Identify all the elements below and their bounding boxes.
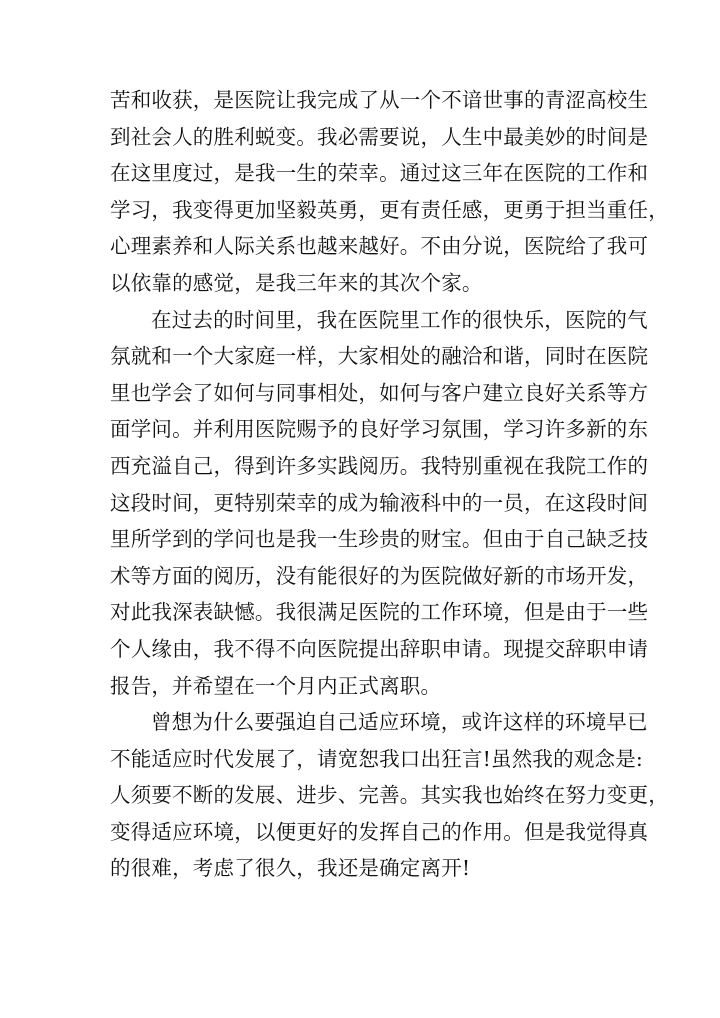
text-line: 在这里度过，是我一生的荣幸。通过这三年在医院的工作和	[110, 161, 649, 186]
text-line: 氛就和一个大家庭一样，大家相处的融洽和谐，同时在医院	[110, 344, 649, 369]
text-line: 到社会人的胜利蜕变。我必需要说，人生中最美妙的时间是	[110, 124, 649, 149]
text-line: 对此我深表缺憾。我很满足医院的工作环境，但是由于一些	[110, 600, 649, 625]
text-line: 个人缘由，我不得不向医院提出辞职申请。现提交辞职申请	[110, 636, 649, 661]
paragraph-first-line: 曾想为什么要强迫自己适应环境，或许这样的环境早已	[151, 710, 648, 735]
text-line: 学习，我变得更加坚毅英勇，更有责任感，更勇于担当重任，	[110, 197, 669, 222]
text-line: 变得适应环境，以便更好的发挥自己的作用。但是我觉得真	[110, 819, 649, 844]
text-line: 心理素养和人际关系也越来越好。不由分说，医院给了我可	[110, 234, 649, 259]
text-line: 这段时间，更特别荣幸的成为输液科中的一员，在这段时间	[110, 490, 649, 515]
text-line: 苦和收获，是医院让我完成了从一个不谙世事的青涩高校生	[110, 88, 649, 112]
text-line: 不能适应时代发展了，请宽恕我口出狂言!虽然我的观念是:	[110, 746, 644, 771]
paragraph-first-line: 在过去的时间里，我在医院里工作的很快乐，医院的气	[151, 307, 648, 332]
text-line: 术等方面的阅历，没有能很好的为医院做好新的市场开发，	[110, 563, 649, 588]
text-line: 里也学会了如何与同事相处，如何与客户建立良好关系等方	[110, 380, 649, 405]
text-line: 的很难，考虑了很久，我还是确定离开!	[110, 856, 471, 881]
letter-body	[110, 82, 669, 887]
text-line: 以依靠的感觉，是我三年来的其次个家。	[110, 270, 483, 295]
text-line: 里所学到的学问也是我一生珍贵的财宝。但由于自己缺乏技	[110, 527, 649, 552]
text-line: 报告，并希望在一个月内正式离职。	[110, 673, 442, 698]
text-line: 西充溢自己，得到许多实践阅历。我特别重视在我院工作的	[110, 453, 649, 478]
text-line: 面学问。并利用医院赐予的良好学习氛围，学习许多新的东	[110, 417, 649, 442]
text-line: 人须要不断的发展、进步、完善。其实我也始终在努力变更，	[110, 783, 669, 808]
